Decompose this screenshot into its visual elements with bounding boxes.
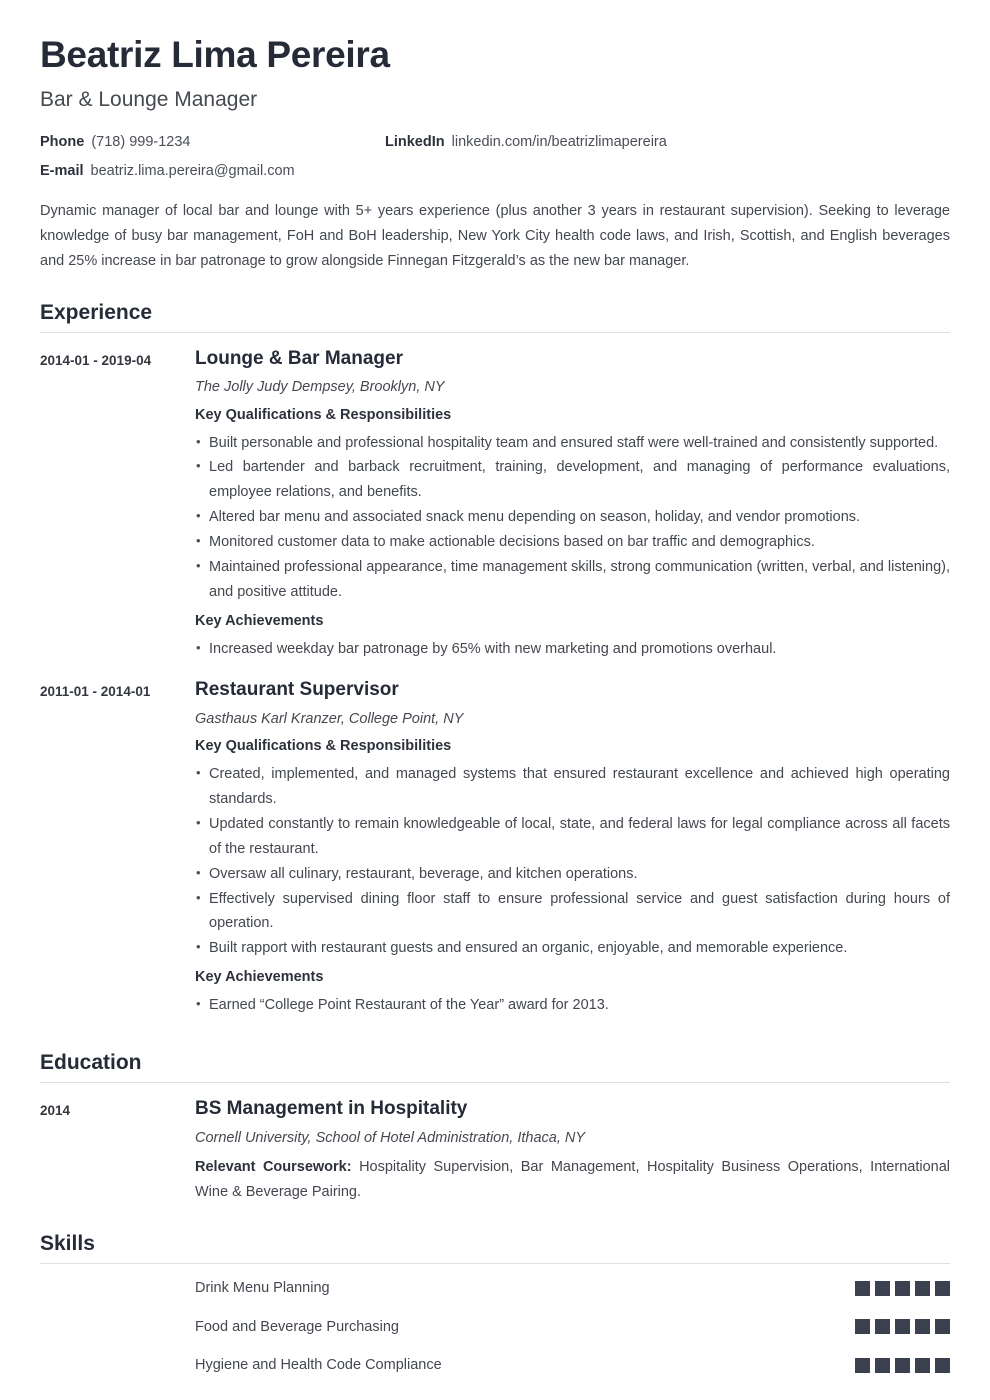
skill-box-filled — [895, 1281, 910, 1296]
education-coursework — [195, 1155, 950, 1205]
skill-box-filled — [915, 1358, 930, 1373]
contact-row-2 — [40, 163, 950, 179]
experience-entry-body — [195, 347, 950, 668]
bullet-item: • Earned “College Point Restaurant of the Year” award for 2013. — [195, 993, 950, 1018]
experience-entry-date: 2014-01 - 2019-04 — [40, 352, 152, 368]
education-coursework-value: Hospitality Supervision, Bar Management, Hospitality Business Operations, International Wine & Beverage Pairing. — [195, 1159, 950, 1201]
professional-summary: Dynamic manager of local bar and lounge with 5+ years experience (plus another 3 years in restaurant supervision). Seeking to leverage knowledge of busy bar management, FoH and BoH leadership, New York City health code laws, and Irish, Scottish, and English beverages and 25% increase in bar patronage to grow alongside Finnegan Fitzgerald’s as the new bar manager. — [40, 202, 950, 269]
bullet-item: • Altered bar menu and associated snack menu depending on season, holiday, and vendor promotions. — [195, 505, 950, 530]
experience-entry-title: Restaurant Supervisor — [195, 679, 399, 701]
experience-entry-date: 2011-01 - 2014-01 — [40, 684, 151, 700]
education-entry-body — [195, 1097, 950, 1205]
resume-header — [40, 0, 950, 112]
bullet-item: • Maintained professional appearance, time management skills, strong communication (written, verbal, and listening), and positive attitude. — [195, 555, 950, 605]
contact-email-value[interactable]: beatriz.lima.pereira@gmail.com — [90, 162, 295, 179]
bullet-item: • Effectively supervised dining floor staff to ensure professional service and guest satisfaction during hours of operation. — [195, 887, 950, 937]
experience-qualifications-list — [195, 431, 950, 606]
contact-phone-label: Phone — [40, 133, 85, 150]
skill-name: Drink Menu Planning — [195, 1280, 330, 1297]
experience-entry-title: Lounge & Bar Manager — [195, 347, 403, 369]
section-rule-education — [40, 1082, 950, 1083]
skill-box-filled — [915, 1319, 930, 1334]
experience-entry-employer: The Jolly Judy Dempsey, Brooklyn, NY — [195, 379, 445, 396]
skill-row — [40, 1317, 950, 1337]
skill-box-filled — [875, 1319, 890, 1334]
experience-qualifications-heading: Key Qualifications & Responsibilities — [195, 737, 452, 754]
skill-box-filled — [935, 1319, 950, 1334]
education-coursework-label: Relevant Coursework: — [195, 1159, 352, 1176]
experience-entry-employer: Gasthaus Karl Kranzer, College Point, NY — [195, 710, 464, 727]
skill-box-filled — [895, 1319, 910, 1334]
skill-box-filled — [875, 1358, 890, 1373]
bullet-item: • Monitored customer data to make actionable decisions based on bar traffic and demographics. — [195, 530, 950, 555]
section-title-education: Education — [40, 1051, 142, 1075]
candidate-name: Beatriz Lima Pereira — [40, 34, 390, 75]
section-rule-experience — [40, 332, 950, 333]
skill-box-filled — [855, 1281, 870, 1296]
experience-achievements-list — [195, 993, 950, 1018]
skill-name: Hygiene and Health Code Compliance — [195, 1356, 442, 1373]
contact-email — [40, 163, 385, 179]
skill-name: Food and Beverage Purchasing — [195, 1318, 399, 1335]
section-skills — [40, 1231, 950, 1375]
contact-linkedin-value[interactable]: linkedin.com/in/beatrizlimapereira — [451, 133, 667, 150]
bullet-item: • Updated constantly to remain knowledgeable of local, state, and federal laws for legal compliance across all facets of the restaurant. — [195, 812, 950, 862]
education-entry-school: Cornell University, School of Hotel Administration, Ithaca, NY — [195, 1130, 586, 1147]
skill-box-filled — [855, 1358, 870, 1373]
experience-entry — [40, 347, 950, 668]
education-entry-degree: BS Management in Hospitality — [195, 1098, 468, 1120]
skill-level-meter — [855, 1281, 950, 1296]
contact-phone-value[interactable]: (718) 999-1234 — [91, 133, 191, 150]
bullet-item: • Increased weekday bar patronage by 65% with new marketing and promotions overhaul. — [195, 637, 950, 662]
experience-achievements-heading: Key Achievements — [195, 969, 324, 986]
experience-qualifications-list — [195, 762, 950, 962]
contact-linkedin — [385, 134, 667, 150]
skill-box-filled — [915, 1281, 930, 1296]
candidate-job-title: Bar & Lounge Manager — [40, 87, 258, 111]
bullet-item: • Built personable and professional hospitality team and ensured staff were well-trained and consistently supported. — [195, 431, 950, 456]
experience-qualifications-heading: Key Qualifications & Responsibilities — [195, 406, 452, 423]
section-title-experience: Experience — [40, 300, 153, 324]
skill-row — [40, 1355, 950, 1375]
experience-achievements-list — [195, 637, 950, 662]
bullet-item: • Built rapport with restaurant guests and ensured an organic, enjoyable, and memorable experience. — [195, 936, 950, 961]
skill-box-filled — [935, 1358, 950, 1373]
contact-row-1 — [40, 134, 950, 150]
education-entry — [40, 1097, 950, 1205]
section-education — [40, 1050, 950, 1205]
section-title-skills: Skills — [40, 1232, 95, 1256]
contact-email-label: E-mail — [40, 162, 84, 179]
bullet-item: • Led bartender and barback recruitment, training, development, and managing of performance evaluations, employee relations, and benefits. — [195, 455, 950, 505]
bullet-item: • Created, implemented, and managed systems that ensured restaurant excellence and achieved high operating standards. — [195, 762, 950, 812]
skill-box-filled — [855, 1319, 870, 1334]
skill-box-filled — [895, 1358, 910, 1373]
education-entry-date: 2014 — [40, 1103, 71, 1119]
section-rule-skills — [40, 1263, 950, 1264]
contact-linkedin-label: LinkedIn — [385, 133, 445, 150]
experience-achievements-heading: Key Achievements — [195, 613, 324, 630]
section-experience — [40, 300, 950, 1025]
skill-box-filled — [935, 1281, 950, 1296]
skill-level-meter — [855, 1319, 950, 1334]
experience-entry — [40, 678, 950, 1024]
skill-level-meter — [855, 1358, 950, 1373]
experience-entry-body — [195, 678, 950, 1024]
skill-box-filled — [875, 1281, 890, 1296]
bullet-item: • Oversaw all culinary, restaurant, beverage, and kitchen operations. — [195, 862, 950, 887]
skill-row — [40, 1278, 950, 1298]
contact-phone — [40, 134, 385, 150]
